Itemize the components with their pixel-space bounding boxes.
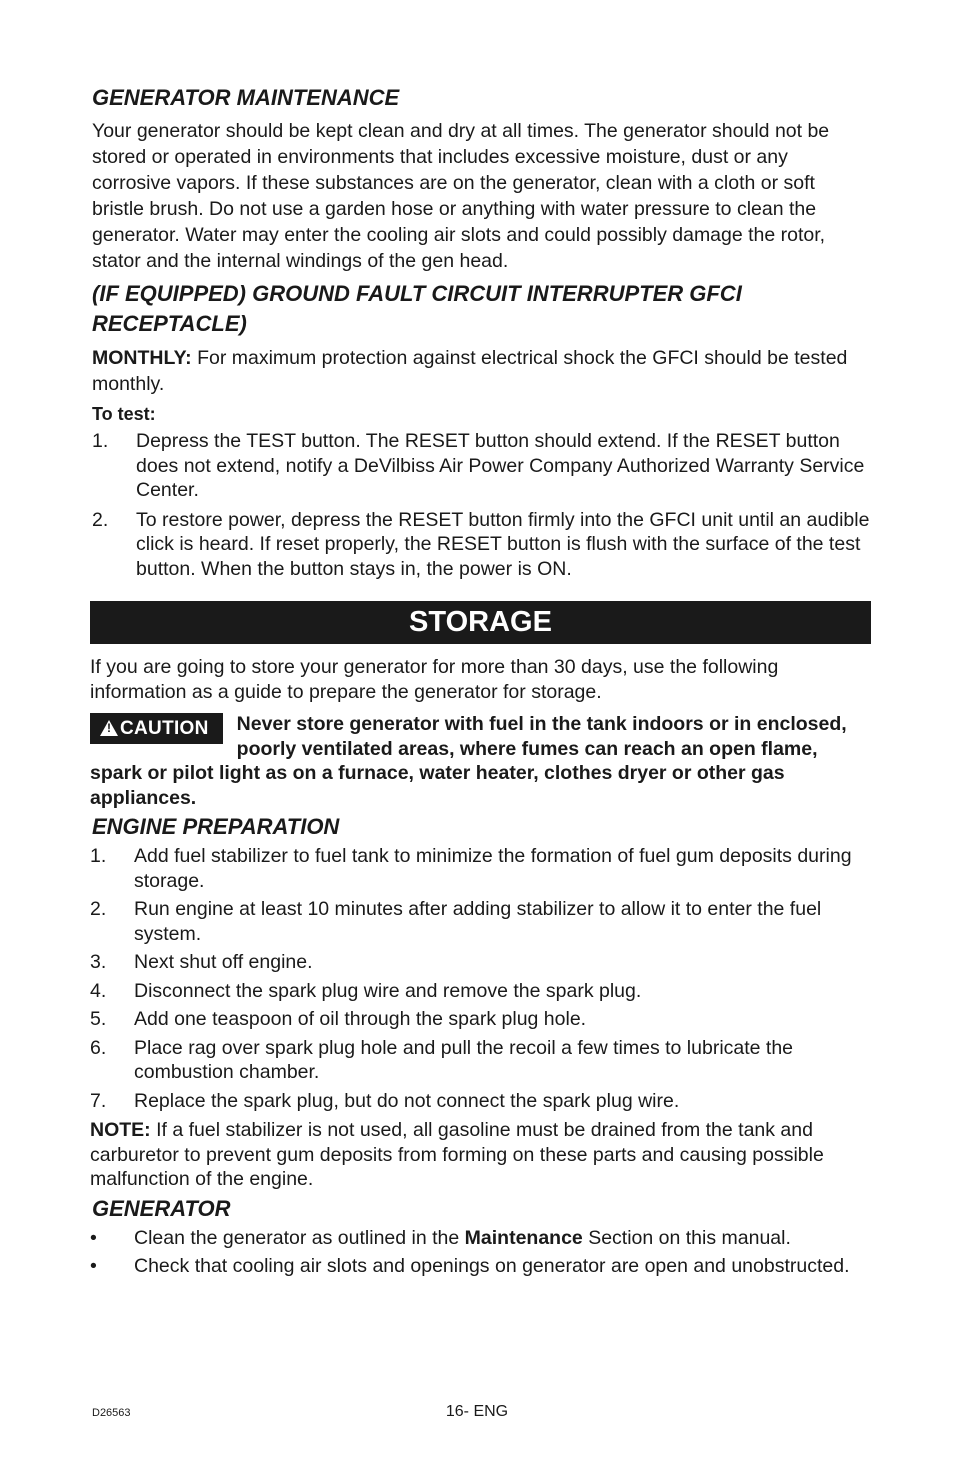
list-item: 1. Depress the TEST button. The RESET button should extend. If the RESET button does not extend, notify a DeVilbiss Air Power Company Authorized Warranty Service Center. [92,430,865,501]
manual-page [92,84,872,1279]
storage-banner: STORAGE [90,601,871,644]
gfci-monthly-paragraph [92,345,872,397]
note-text: If a fuel stabilizer is not used, all gasoline must be drained from the tank and carburetor to prevent gum deposits from forming on these parts and causing possible malfunction of the engine. [90,1119,824,1190]
caution-block [90,712,872,810]
list-item: • Check that cooling air slots and openings on generator are open and unobstructed. [90,1255,850,1277]
list-item: 2. Run engine at least 10 minutes after adding stabilizer to allow it to enter the fuel system. [90,898,822,945]
engine-preparation-steps [90,844,872,1113]
to-test-label: To test: [92,404,156,424]
document-code: D26563 [92,1407,131,1419]
generator-maintenance-body: Your generator should be kept clean and dry at all times. The generator should not be stored or operated in environments that includes excessive moisture, dust or any corrosive vapors. If these substances are on the generator, clean with a cloth or soft bristle brush. Do not use a garden hose or anything with water pressure to clean the generator. Water may enter the cooling air slots and could possibly damage the rotor, stator and the internal windings of the gen head. [92,120,830,272]
list-item: 6. Place rag over spark plug hole and pull the recoil a few times to lubricate the combustion chamber. [90,1036,794,1083]
monthly-label: MONTHLY: [92,347,192,369]
engine-note [90,1118,872,1192]
engine-preparation-heading: ENGINE PREPARATION [92,814,340,839]
generator-bullets [90,1226,872,1279]
caution-text: Never store generator with fuel in the tank indoors or in enclosed, poorly ventilated areas, where fumes can reach an open flame, spark or pilot light as on a furnace, water heater, clothes dryer or other gas appliances. [90,713,847,809]
generator-maintenance-heading: GENERATOR MAINTENANCE [92,85,400,110]
caution-badge: !CAUTION [90,713,223,744]
generator-heading: GENERATOR [92,1195,231,1221]
list-item: 4. Disconnect the spark plug wire and remove the spark plug. [90,979,642,1002]
monthly-text: For maximum protection against electrical shock the GFCI should be tested monthly. [92,347,848,395]
note-label: NOTE: [90,1119,151,1141]
page-number: 16- ENG [445,1403,509,1420]
storage-intro: If you are going to store your generator for more than 30 days, use the following information as a guide to prepare the generator for storage. [90,656,779,703]
list-item: • Clean the generator as outlined in the Maintenance Section on this manual. [90,1226,791,1249]
warning-triangle-icon [100,720,118,736]
list-item: 5. Add one teaspoon of oil through the spark plug hole. [90,1008,587,1030]
list-item: 2. To restore power, depress the RESET button firmly into the GFCI unit until an audible click is heard. If reset properly, the RESET button is flush with the surface of the test button. When the button stays in, the power is ON. [92,508,870,580]
list-item: 7. Replace the spark plug, but do not connect the spark plug wire. [90,1089,680,1112]
list-item: 1. Add fuel stabilizer to fuel tank to minimize the formation of fuel gum deposits during storage. [90,845,852,892]
gfci-test-steps [92,429,872,581]
gfci-heading: (IF EQUIPPED) GROUND FAULT CIRCUIT INTERRUPTER GFCI RECEPTACLE) [92,281,742,336]
list-item: 3. Next shut off engine. [90,951,313,973]
